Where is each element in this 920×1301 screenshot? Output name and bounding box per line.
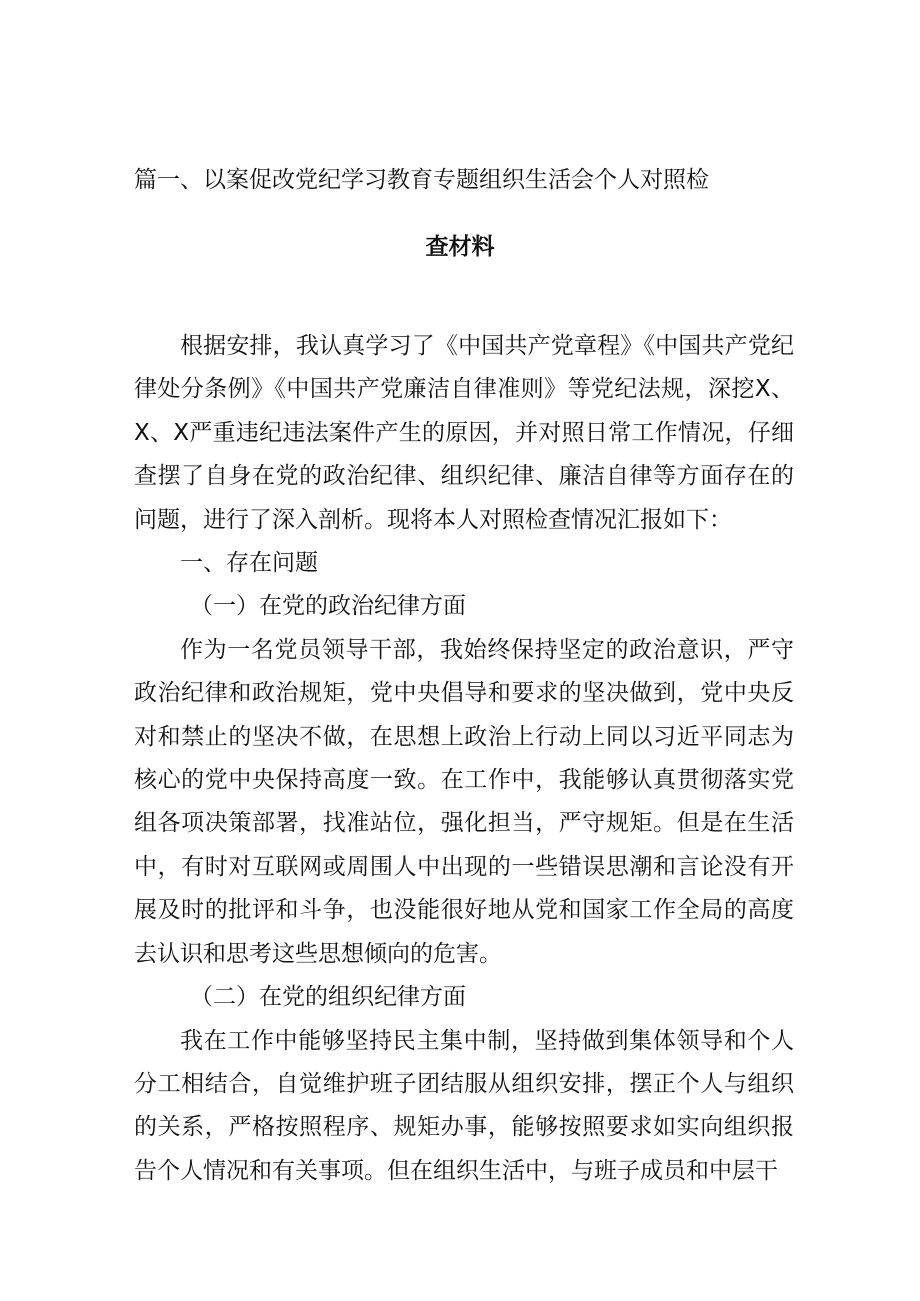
document-title-line2: 查材料 (425, 234, 495, 260)
subsection-heading-organizational: （二）在党的组织纪律方面 (190, 984, 466, 1011)
section-heading-problems: 一、存在问题 (180, 550, 318, 577)
political-discipline-paragraph: 作为一名党员领导干部，我始终保持坚定的政治意识，严守政治纪律和政治规矩，党中央倡导和要求的坚决做到，党中央反对和禁止的坚决不做，在思想上政治上行动上同以习近平同志为核心的党中央保持高度一致。在工作中，我能够认真贯彻落实党组各项决策部署，找准站位，强化担当，严守规矩。但是在生活中，有时对互联网或周围人中出现的一些错误思潮和言论没有开展及时的批评和斗争，也没能很好地从党和国家工作全局的高度去认识和思考这些思想倾向的危害。 (134, 636, 794, 967)
document-title-line1: 篇一、以案促改党纪学习教育专题组织生活会个人对照检 (134, 167, 709, 193)
intro-paragraph: 根据安排，我认真学习了《中国共产党章程》《中国共产党纪律处分条例》《中国共产党廉洁自律准则》等党纪法规，深挖X、X、X严重违纪违法案件产生的原因，并对照日常工作情况，仔细查摆了自身在党的政治纪律、组织纪律、廉洁自律等方面存在的问题，进行了深入剖析。现将本人对照检查情况汇报如下： (134, 333, 794, 533)
subsection-heading-political: （一）在党的政治纪律方面 (190, 593, 466, 620)
document-body (134, 325, 794, 1193)
organizational-discipline-paragraph: 我在工作中能够坚持民主集中制，坚持做到集体领导和个人分工相结合，自觉维护班子团结服从组织安排，摆正个人与组织的关系，严格按照程序、规矩办事，能够按照要求如实向组织报告个人情况和有关事项。但在组织生活中，与班子成员和中层干 (134, 1027, 794, 1184)
